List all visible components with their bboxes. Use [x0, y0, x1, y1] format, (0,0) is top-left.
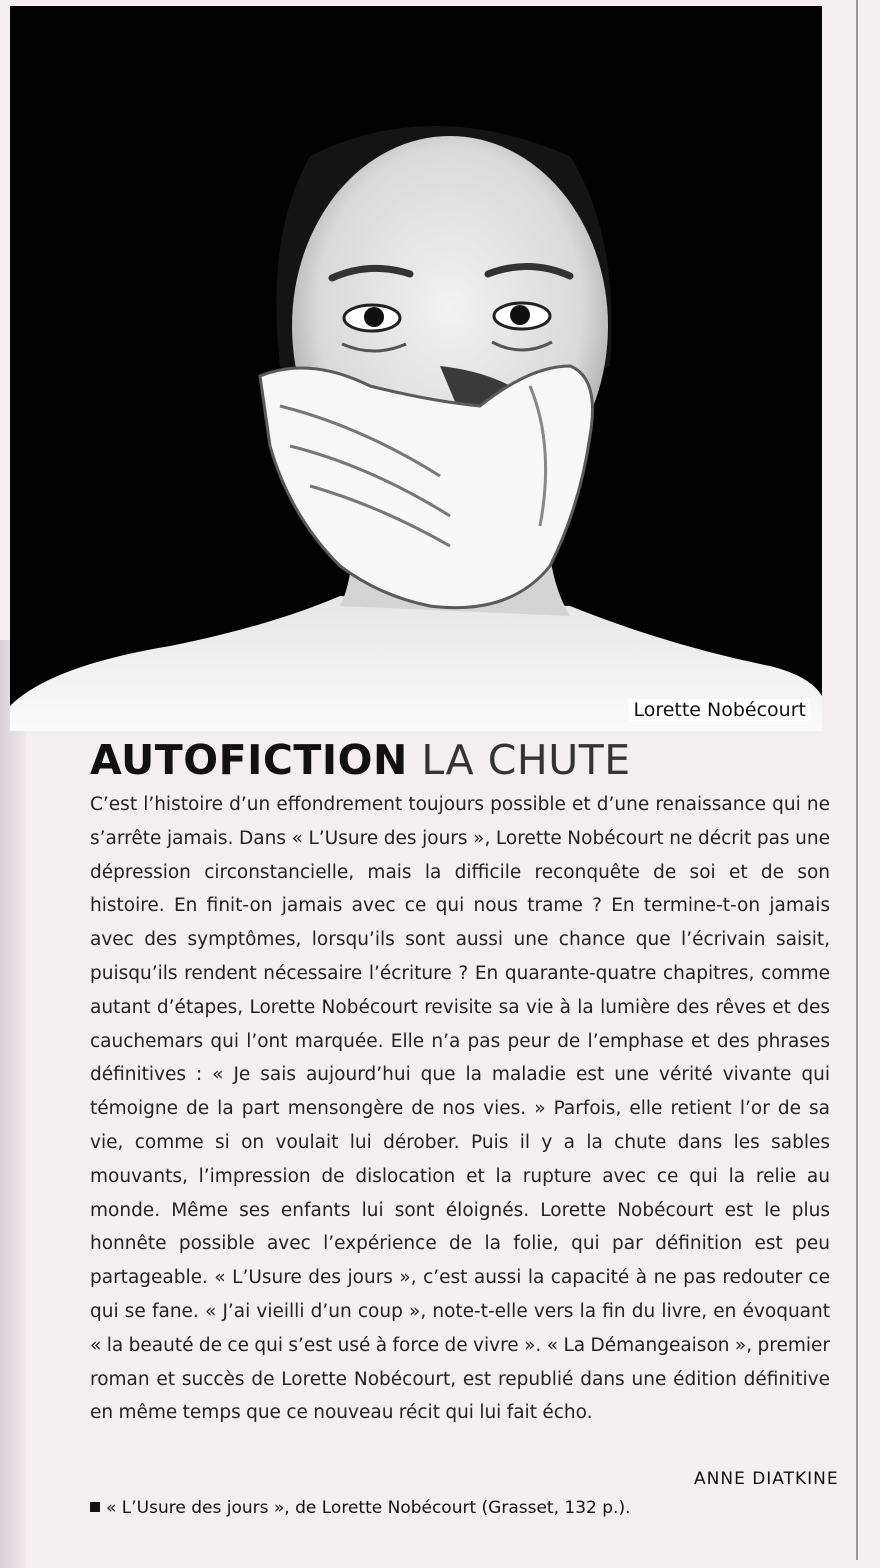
article-body: C’est l’histoire d’un effondrement toujours possible et d’une renaissance qui ne s’arrête jamais. Dans « L’Usure des jours », Lorette Nobécourt ne décrit pas une dépression circonstancielle, mais la difficile reconquête de soi et de son histoire. En finit-on jamais avec ce qui nous trame ? En termine-t-on jamais avec des symptômes, lorsqu’ils sont aussi une chance que l’écrivain saisit, puisqu’ils rendent nécessaire l’écriture ? En quarante-quatre chapitres, comme autant d’étapes, Lorette Nobécourt revisite sa vie à la lumière des rêves et des cauchemars qui l’ont marquée. Elle n’a pas peur de l’emphase et des phrases définitives : « Je sais aujourd’hui que la maladie est une vérité vivante qui témoigne de la part mensongère de nos vies. » Parfois, elle retient l’or de sa vie, comme si on voulait lui dérober. Puis il y a la chute dans les sables mouvants, l’impression de dislocation et la rupture avec ce qui la relie au monde. Même ses enfants lui sont éloignés. Lorette Nobécourt est le plus honnête possible avec l’expérience de la folie, qui par définition est peu partageable. « L’Usure des jours », c’est aussi la capacité à ne pas redouter ce qui se fane. « J’ai vieilli d’un coup », note-t-elle vers la fin du livre, en évoquant « la beauté de ce qui s’est usé à force de vivre ». « La Démangeaison », premier roman et succès de Lorette Nobécourt, est republié dans une édition définitive en même temps que ce nouveau récit qui lui fait écho. — [90, 794, 830, 1424]
headline-kicker: AUTOFICTION — [90, 736, 408, 784]
headline-title: LA CHUTE — [421, 736, 631, 784]
square-bullet-icon — [90, 1502, 100, 1512]
scan-shadow-left — [0, 640, 26, 1568]
author-portrait-photo — [10, 6, 822, 731]
article-author: ANNE DIATKINE — [694, 1469, 839, 1489]
book-reference — [90, 1498, 631, 1518]
article-headline — [90, 734, 631, 786]
book-reference-text: « L’Usure des jours », de Lorette Nobécourt (Grasset, 132 p.). — [106, 1498, 631, 1518]
photo-credit: Lorette Nobécourt — [629, 699, 810, 721]
portrait-illustration — [10, 6, 822, 731]
scan-fold-line — [856, 0, 858, 1560]
